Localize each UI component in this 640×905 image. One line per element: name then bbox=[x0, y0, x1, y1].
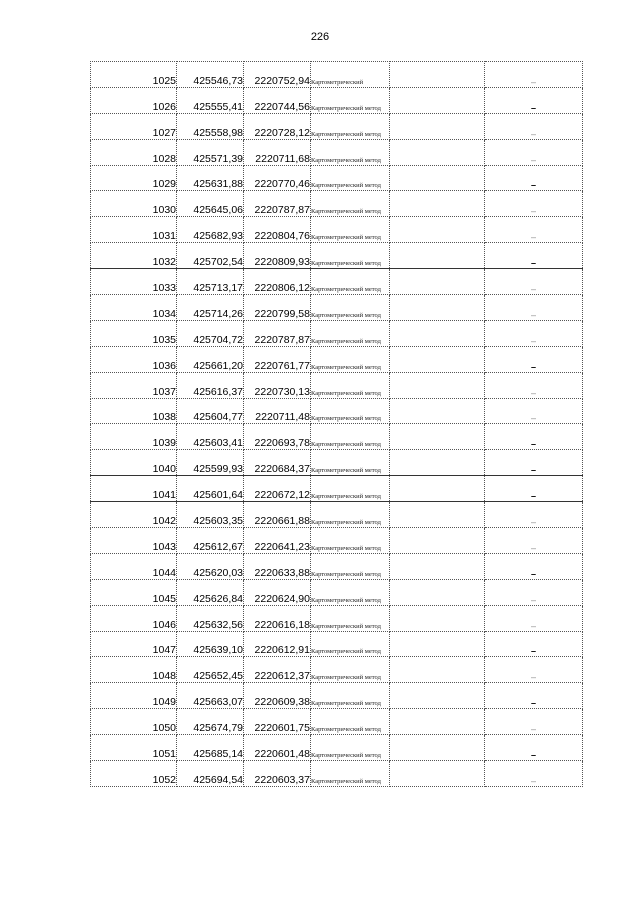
dash-mark: – bbox=[530, 128, 536, 139]
dash-cell bbox=[485, 605, 583, 631]
empty-cell bbox=[390, 683, 485, 709]
empty-cell bbox=[390, 579, 485, 605]
dash-cell bbox=[485, 139, 583, 165]
dash-mark: – bbox=[530, 594, 536, 605]
dash-mark: – bbox=[530, 646, 536, 657]
table-row bbox=[91, 217, 583, 243]
x-coordinate-cell: 425546,73 bbox=[177, 62, 244, 88]
y-coordinate-cell: 2220612,91 bbox=[244, 631, 311, 657]
table-row bbox=[91, 191, 583, 217]
method-cell: Картометрический метод bbox=[311, 605, 390, 631]
dash-mark: – bbox=[530, 775, 536, 786]
dash-cell bbox=[485, 165, 583, 191]
empty-cell bbox=[390, 217, 485, 243]
point-number-cell: 1034 bbox=[91, 295, 177, 321]
x-coordinate-cell: 425626,84 bbox=[177, 579, 244, 605]
table-row bbox=[91, 683, 583, 709]
table-row bbox=[91, 398, 583, 424]
point-number-cell: 1047 bbox=[91, 631, 177, 657]
dash-mark: – bbox=[530, 232, 536, 243]
point-number-cell: 1029 bbox=[91, 165, 177, 191]
y-coordinate-cell: 2220672,12 bbox=[244, 476, 311, 502]
y-coordinate-cell: 2220609,38 bbox=[244, 683, 311, 709]
dash-cell bbox=[485, 424, 583, 450]
table-row bbox=[91, 528, 583, 554]
dash-mark: – bbox=[530, 284, 536, 295]
x-coordinate-cell: 425674,79 bbox=[177, 709, 244, 735]
method-cell: Картометрический метод bbox=[311, 502, 390, 528]
dash-mark: – bbox=[530, 491, 536, 502]
x-coordinate-cell: 425702,54 bbox=[177, 243, 244, 269]
table-row bbox=[91, 605, 583, 631]
dash-mark: – bbox=[530, 258, 536, 269]
point-number-cell: 1033 bbox=[91, 269, 177, 295]
method-cell: Картометрический метод bbox=[311, 295, 390, 321]
method-cell: Картометрический метод bbox=[311, 476, 390, 502]
x-coordinate-cell: 425603,41 bbox=[177, 424, 244, 450]
point-number-cell: 1045 bbox=[91, 579, 177, 605]
y-coordinate-cell: 2220633,88 bbox=[244, 553, 311, 579]
method-cell: Картометрический метод bbox=[311, 631, 390, 657]
table-row bbox=[91, 243, 583, 269]
table-row bbox=[91, 735, 583, 761]
x-coordinate-cell: 425604,77 bbox=[177, 398, 244, 424]
dash-cell bbox=[485, 243, 583, 269]
dash-cell bbox=[485, 62, 583, 88]
x-coordinate-cell: 425631,88 bbox=[177, 165, 244, 191]
y-coordinate-cell: 2220770,46 bbox=[244, 165, 311, 191]
empty-cell bbox=[390, 450, 485, 476]
empty-cell bbox=[390, 191, 485, 217]
y-coordinate-cell: 2220799,58 bbox=[244, 295, 311, 321]
y-coordinate-cell: 2220624,90 bbox=[244, 579, 311, 605]
method-cell: Картометрический метод bbox=[311, 269, 390, 295]
table-row bbox=[91, 87, 583, 113]
empty-cell bbox=[390, 709, 485, 735]
dash-cell bbox=[485, 476, 583, 502]
y-coordinate-cell: 2220684,37 bbox=[244, 450, 311, 476]
empty-cell bbox=[390, 243, 485, 269]
table-row bbox=[91, 761, 583, 787]
y-coordinate-cell: 2220804,76 bbox=[244, 217, 311, 243]
method-cell: Картометрический метод bbox=[311, 528, 390, 554]
dash-mark: – bbox=[530, 387, 536, 398]
empty-cell bbox=[390, 295, 485, 321]
table-row bbox=[91, 139, 583, 165]
empty-cell bbox=[390, 398, 485, 424]
x-coordinate-cell: 425555,41 bbox=[177, 87, 244, 113]
dash-cell bbox=[485, 683, 583, 709]
dash-mark: – bbox=[530, 620, 536, 631]
empty-cell bbox=[390, 657, 485, 683]
method-cell: Картометрический метод bbox=[311, 450, 390, 476]
empty-cell bbox=[390, 113, 485, 139]
table-row bbox=[91, 476, 583, 502]
dash-cell bbox=[485, 631, 583, 657]
x-coordinate-cell: 425663,07 bbox=[177, 683, 244, 709]
table-row bbox=[91, 450, 583, 476]
dash-mark: – bbox=[530, 750, 536, 761]
table-row bbox=[91, 269, 583, 295]
point-number-cell: 1041 bbox=[91, 476, 177, 502]
method-cell: Картометрический метод bbox=[311, 165, 390, 191]
point-number-cell: 1051 bbox=[91, 735, 177, 761]
y-coordinate-cell: 2220612,37 bbox=[244, 657, 311, 683]
dash-mark: – bbox=[530, 180, 536, 191]
point-number-cell: 1037 bbox=[91, 372, 177, 398]
y-coordinate-cell: 2220661,88 bbox=[244, 502, 311, 528]
method-cell: Картометрический метод bbox=[311, 398, 390, 424]
dash-mark: – bbox=[530, 517, 536, 528]
method-cell: Картометрический метод bbox=[311, 139, 390, 165]
method-cell: Картометрический метод bbox=[311, 243, 390, 269]
point-number-cell: 1042 bbox=[91, 502, 177, 528]
y-coordinate-cell: 2220693,78 bbox=[244, 424, 311, 450]
table-row bbox=[91, 709, 583, 735]
x-coordinate-cell: 425601,64 bbox=[177, 476, 244, 502]
method-cell: Картометрический метод bbox=[311, 553, 390, 579]
x-coordinate-cell: 425620,03 bbox=[177, 553, 244, 579]
dash-mark: – bbox=[530, 154, 536, 165]
method-cell: Картометрический метод bbox=[311, 372, 390, 398]
dash-cell bbox=[485, 450, 583, 476]
dash-cell bbox=[485, 113, 583, 139]
point-number-cell: 1046 bbox=[91, 605, 177, 631]
dash-cell bbox=[485, 735, 583, 761]
table-body bbox=[91, 62, 583, 787]
point-number-cell: 1035 bbox=[91, 320, 177, 346]
method-cell: Картометрический метод bbox=[311, 579, 390, 605]
point-number-cell: 1052 bbox=[91, 761, 177, 787]
table-row bbox=[91, 346, 583, 372]
table-row bbox=[91, 502, 583, 528]
table-row bbox=[91, 295, 583, 321]
point-number-cell: 1036 bbox=[91, 346, 177, 372]
table-row bbox=[91, 62, 583, 88]
method-cell: Картометрический bbox=[311, 62, 390, 88]
dash-cell bbox=[485, 657, 583, 683]
y-coordinate-cell: 2220744,56 bbox=[244, 87, 311, 113]
x-coordinate-cell: 425685,14 bbox=[177, 735, 244, 761]
point-number-cell: 1040 bbox=[91, 450, 177, 476]
x-coordinate-cell: 425612,67 bbox=[177, 528, 244, 554]
dash-cell bbox=[485, 553, 583, 579]
empty-cell bbox=[390, 553, 485, 579]
point-number-cell: 1031 bbox=[91, 217, 177, 243]
dash-cell bbox=[485, 579, 583, 605]
method-cell: Картометрический метод bbox=[311, 87, 390, 113]
x-coordinate-cell: 425645,06 bbox=[177, 191, 244, 217]
empty-cell bbox=[390, 87, 485, 113]
table-row bbox=[91, 579, 583, 605]
dash-mark: – bbox=[530, 542, 536, 553]
point-number-cell: 1043 bbox=[91, 528, 177, 554]
dash-cell bbox=[485, 502, 583, 528]
empty-cell bbox=[390, 476, 485, 502]
dash-mark: – bbox=[530, 361, 536, 372]
coordinates-table bbox=[90, 61, 583, 787]
method-cell: Картометрический метод bbox=[311, 735, 390, 761]
method-cell: Картометрический метод bbox=[311, 657, 390, 683]
x-coordinate-cell: 425558,98 bbox=[177, 113, 244, 139]
y-coordinate-cell: 2220711,68 bbox=[244, 139, 311, 165]
dash-cell bbox=[485, 217, 583, 243]
x-coordinate-cell: 425713,17 bbox=[177, 269, 244, 295]
point-number-cell: 1038 bbox=[91, 398, 177, 424]
dash-cell bbox=[485, 320, 583, 346]
empty-cell bbox=[390, 62, 485, 88]
method-cell: Картометрический метод bbox=[311, 217, 390, 243]
table-row bbox=[91, 631, 583, 657]
dash-cell bbox=[485, 269, 583, 295]
method-cell: Картометрический метод bbox=[311, 346, 390, 372]
dash-mark: – bbox=[530, 568, 536, 579]
empty-cell bbox=[390, 139, 485, 165]
empty-cell bbox=[390, 735, 485, 761]
page-number: 226 bbox=[310, 31, 330, 43]
method-cell: Картометрический метод bbox=[311, 683, 390, 709]
dash-mark: – bbox=[530, 724, 536, 735]
dash-cell bbox=[485, 346, 583, 372]
y-coordinate-cell: 2220761,77 bbox=[244, 346, 311, 372]
empty-cell bbox=[390, 165, 485, 191]
point-number-cell: 1030 bbox=[91, 191, 177, 217]
dash-cell bbox=[485, 761, 583, 787]
empty-cell bbox=[390, 631, 485, 657]
point-number-cell: 1039 bbox=[91, 424, 177, 450]
y-coordinate-cell: 2220787,87 bbox=[244, 320, 311, 346]
y-coordinate-cell: 2220787,87 bbox=[244, 191, 311, 217]
x-coordinate-cell: 425616,37 bbox=[177, 372, 244, 398]
empty-cell bbox=[390, 761, 485, 787]
dash-mark: – bbox=[530, 672, 536, 683]
dash-cell bbox=[485, 191, 583, 217]
dash-mark: – bbox=[530, 413, 536, 424]
point-number-cell: 1044 bbox=[91, 553, 177, 579]
point-number-cell: 1028 bbox=[91, 139, 177, 165]
dash-cell bbox=[485, 295, 583, 321]
y-coordinate-cell: 2220730,13 bbox=[244, 372, 311, 398]
point-number-cell: 1025 bbox=[91, 62, 177, 88]
table-row bbox=[91, 372, 583, 398]
x-coordinate-cell: 425632,56 bbox=[177, 605, 244, 631]
method-cell: Картометрический метод bbox=[311, 709, 390, 735]
point-number-cell: 1048 bbox=[91, 657, 177, 683]
table-row bbox=[91, 165, 583, 191]
dash-mark: – bbox=[530, 102, 536, 113]
dash-cell bbox=[485, 372, 583, 398]
dash-cell bbox=[485, 87, 583, 113]
y-coordinate-cell: 2220641,23 bbox=[244, 528, 311, 554]
dash-mark: – bbox=[530, 465, 536, 476]
x-coordinate-cell: 425603,35 bbox=[177, 502, 244, 528]
y-coordinate-cell: 2220752,94 bbox=[244, 62, 311, 88]
y-coordinate-cell: 2220616,18 bbox=[244, 605, 311, 631]
y-coordinate-cell: 2220728,12 bbox=[244, 113, 311, 139]
table-row bbox=[91, 113, 583, 139]
empty-cell bbox=[390, 502, 485, 528]
empty-cell bbox=[390, 424, 485, 450]
x-coordinate-cell: 425714,26 bbox=[177, 295, 244, 321]
method-cell: Картометрический метод bbox=[311, 424, 390, 450]
x-coordinate-cell: 425599,93 bbox=[177, 450, 244, 476]
empty-cell bbox=[390, 269, 485, 295]
method-cell: Картометрический метод bbox=[311, 320, 390, 346]
x-coordinate-cell: 425661,20 bbox=[177, 346, 244, 372]
table-row bbox=[91, 553, 583, 579]
empty-cell bbox=[390, 605, 485, 631]
x-coordinate-cell: 425639,10 bbox=[177, 631, 244, 657]
dash-mark: – bbox=[530, 309, 536, 320]
x-coordinate-cell: 425694,54 bbox=[177, 761, 244, 787]
table-row bbox=[91, 424, 583, 450]
dash-mark: – bbox=[530, 206, 536, 217]
dash-mark: – bbox=[530, 335, 536, 346]
empty-cell bbox=[390, 346, 485, 372]
x-coordinate-cell: 425682,93 bbox=[177, 217, 244, 243]
dash-cell bbox=[485, 528, 583, 554]
point-number-cell: 1050 bbox=[91, 709, 177, 735]
method-cell: Картометрический метод bbox=[311, 113, 390, 139]
method-cell: Картометрический метод bbox=[311, 761, 390, 787]
empty-cell bbox=[390, 320, 485, 346]
x-coordinate-cell: 425652,45 bbox=[177, 657, 244, 683]
table-row bbox=[91, 320, 583, 346]
point-number-cell: 1032 bbox=[91, 243, 177, 269]
method-cell: Картометрический метод bbox=[311, 191, 390, 217]
dash-cell bbox=[485, 398, 583, 424]
y-coordinate-cell: 2220601,48 bbox=[244, 735, 311, 761]
y-coordinate-cell: 2220711,48 bbox=[244, 398, 311, 424]
y-coordinate-cell: 2220806,12 bbox=[244, 269, 311, 295]
dash-cell bbox=[485, 709, 583, 735]
dash-mark: – bbox=[530, 76, 536, 87]
x-coordinate-cell: 425704,72 bbox=[177, 320, 244, 346]
point-number-cell: 1027 bbox=[91, 113, 177, 139]
dash-mark: – bbox=[530, 698, 536, 709]
dash-mark: – bbox=[530, 439, 536, 450]
x-coordinate-cell: 425571,39 bbox=[177, 139, 244, 165]
point-number-cell: 1026 bbox=[91, 87, 177, 113]
y-coordinate-cell: 2220601,75 bbox=[244, 709, 311, 735]
empty-cell bbox=[390, 528, 485, 554]
point-number-cell: 1049 bbox=[91, 683, 177, 709]
y-coordinate-cell: 2220809,93 bbox=[244, 243, 311, 269]
table-row bbox=[91, 657, 583, 683]
y-coordinate-cell: 2220603,37 bbox=[244, 761, 311, 787]
empty-cell bbox=[390, 372, 485, 398]
